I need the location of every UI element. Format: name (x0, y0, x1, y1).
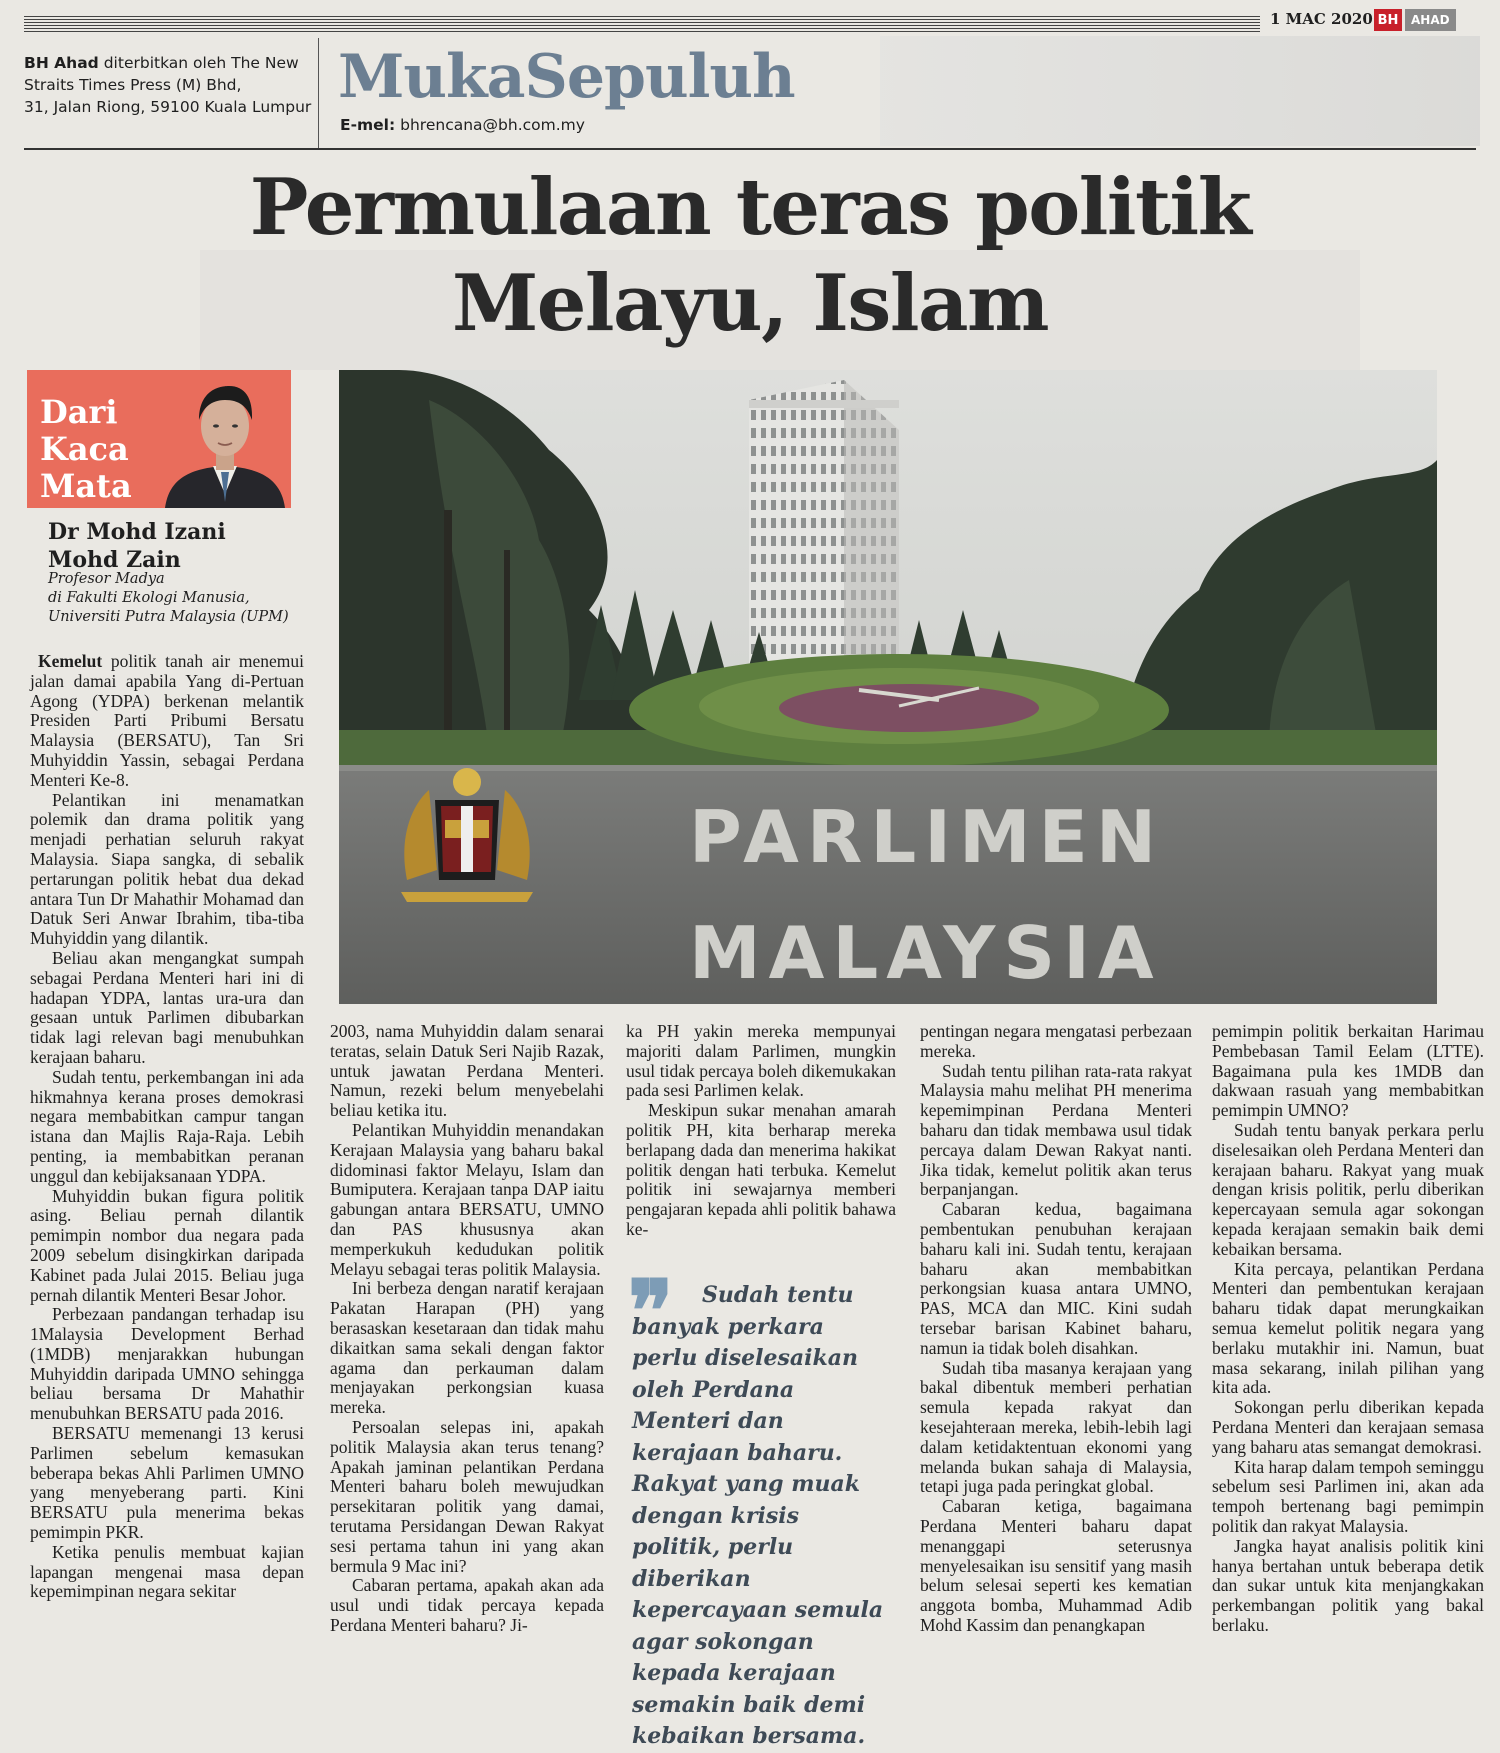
quote-mark-icon: ❞ (628, 1261, 674, 1360)
section-title: MukaSepuluh (338, 42, 795, 112)
article-paragraph: Kemelut politik tanah air menemui jalan damai apabila Yang di-Pertuan Agong (YDPA) berkenan melantik Presiden Parti Pribumi Bersatu Malaysia (BERSATU), Tan Sri Muhyiddin Yassin, sebagai Perdana Menteri Ke-8. (30, 651, 304, 790)
article-paragraph: Pelantikan Muhyiddin menandakan Kerajaan Malaysia yang baharu bakal didominasi faktor Melayu, Islam dan Bumiputera. Kerajaan tanpa DAP iaitu gabungan antara BERSATU, UMNO dan PAS khususnya akan memperkukuh kedudukan politik Melayu sebagai teras politik Malaysia. (330, 1119, 604, 1279)
article-paragraph: Persoalan selepas ini, apakah politik Malaysia akan terus tenang? Apakah jaminan pelantikan Perdana Menteri baharu boleh mewujudkan persekitaran politik yang damai, terutama Persidangan Dewan Rakyat sesi pertama tahun ini yang akan bermula 9 Mac ini? (330, 1416, 604, 1576)
article-column-5 (1212, 1022, 1484, 1636)
article-paragraph: Kita harap dalam tempoh seminggu sebelum sesi Parlimen ini, akan ada tempoh bertenang bagi pemimpin politik dan rakyat Malaysia. (1212, 1456, 1484, 1536)
section-email: E-mel: bhrencana@bh.com.my (340, 116, 585, 134)
photo-sign-line2: MALAYSIA (689, 911, 1162, 995)
article-paragraph: Sudah tentu pilihan rata-rata rakyat Malaysia mahu melihat PH menerima kepemimpinan Perdana Menteri baharu dan tidak membawa usul tidak percaya dalam Dewan Rakyat nanti. Jika tidak, kemelut politik akan terus berpanjangan. (920, 1060, 1192, 1200)
photo-sign-line1: PARLIMEN (689, 795, 1165, 879)
article-paragraph: Jangka hayat analisis politik kini hanya bertahan untuk beberapa detik dan sukar untuk kita menjangkakan perkembangan politik yang bakal berlaku. (1212, 1535, 1484, 1635)
article-paragraph: Kita percaya, pelantikan Perdana Menteri dan pembentukan kerajaan baharu tidak dapat merungkaikan semua kemelut politik negara yang berlaku mutakhir ini. Namun, buat masa sekarang, inilah pilihan yang kita ada. (1212, 1258, 1484, 1398)
article-headline: Permulaan teras politik Melayu, Islam (249, 162, 1251, 349)
column-name: Dari Kaca Mata (40, 393, 132, 505)
masthead-divider (318, 38, 319, 150)
article-paragraph: Sudah tentu, perkembangan ini ada hikmahnya kerana proses demokrasi negara membabitkan campur tangan istana dan Majlis Raja-Raja. Lebih penting, ia membabitkan peranan unggul dan kebijaksanaan YDPA. (30, 1066, 304, 1186)
article-paragraph: pemimpin politik berkaitan Harimau Pembebasan Tamil Eelam (LTTE). Bagaimana pula kes 1MDB dan dakwaan rasuah yang membabitkan pemimpin UMNO? (1212, 1021, 1484, 1121)
article-paragraph: Meskipun sukar menahan amarah politik PH, kita berharap mereka berlapang dada dan menerima hakikat politik dengan hati terbuka. Kemelut politik ini sewajarnya memberi pengajaran kepada ahli politik bahawa ke- (626, 1100, 896, 1239)
background-ad-ghost (880, 36, 1480, 146)
article-paragraph: Sudah tiba masanya kerajaan yang bakal dibentuk memberi perhatian semula kepada rakyat dan kesejahteraan mereka, lebih-lebih lagi dalam ketidaktentuan ekonomi yang melanda bukan sahaja di Malaysia, tetapi juga pada peringkat global. (920, 1357, 1192, 1497)
author-role: Profesor Madya di Fakulti Ekologi Manusia, Universiti Putra Malaysia (UPM) (48, 571, 289, 625)
article-column-3 (626, 1022, 896, 1240)
masthead-rule (24, 16, 1260, 32)
pull-quote: Sudah tentu banyak perkara perlu diselesaikan oleh Perdana Menteri dan kerajaan baharu. Rakyat yang muak dengan krisis politik, perlu diberikan kepercayaan semula agar sokongan kepada kerajaan semakin baik demi kebaikan bersama. (632, 1282, 884, 1749)
article-paragraph: BERSATU memenangi 13 kerusi Parlimen sebelum kemasukan beberapa bekas Ahli Parlimen UMNO yang menyeberang parti. Kini BERSATU pula menerima bekas pemimpin PKR. (30, 1423, 304, 1543)
article-paragraph: pentingan negara mengatasi perbezaan mereka. (920, 1021, 1192, 1061)
article-column-2 (330, 1022, 604, 1636)
article-paragraph: Cabaran kedua, bagaimana pembentukan penubuhan kerajaan baharu kali ini. Sudah tentu, kerajaan baharu akan membabitkan perkongsian kuasa antara UMNO, PAS, MCA dan MIC. Kini sudah tersebar barisan Kabinet baharu, namun ia tidak boleh disahkan. (920, 1199, 1192, 1358)
article-paragraph: Sudah tentu banyak perkara perlu diselesaikan oleh Perdana Menteri dan kerajaan baharu. Rakyat yang muak dengan krisis politik, perlu diberikan kepercayaan semula agar sokongan kepada kerajaan semakin baik demi kebaikan bersama. (1212, 1119, 1484, 1259)
article-paragraph: Ketika penulis membuat kajian lapangan mengenai masa depan kepemimpinan negara sekitar (30, 1541, 304, 1602)
article-paragraph: Cabaran ketiga, bagaimana Perdana Menteri baharu dapat menanggapi seterusnya menyelesaikan isu sensitif yang masih belum selesai seperti kes kematian anggota bomba, Muhammad Adib Mohd Kassim dan penangkapan (920, 1496, 1192, 1635)
masthead-bottom-rule (24, 148, 1476, 150)
publisher-info: BH Ahad diterbitkan oleh The New Straits Times Press (M) Bhd, 31, Jalan Riong, 59100 Kuala Lumpur (24, 54, 312, 116)
article-column-1 (30, 652, 304, 1602)
email-link[interactable]: bhrencana@bh.com.my (400, 116, 585, 134)
author-photo (159, 370, 291, 508)
parliament-illustration (339, 370, 1437, 1004)
article-column-4 (920, 1022, 1192, 1636)
article-paragraph: 2003, nama Muhyiddin dalam senarai teratas, selain Datuk Seri Najib Razak, untuk jawatan Perdana Menteri. Namun, rezeki belum menyebelahi beliau ketika itu. (330, 1021, 604, 1121)
lead-word: Kemelut (38, 651, 103, 671)
article-paragraph: Sokongan perlu diberikan kepada Perdana Menteri dan kerajaan semasa yang baharu atas semangat demokrasi. (1212, 1397, 1484, 1457)
parliament-photo (339, 370, 1437, 1004)
article-paragraph: Perbezaan pandangan terhadap isu 1Malaysia Development Berhad (1MDB) menjarakkan hubungan Muhyiddin daripada UMNO sehingga beliau bersama Dr Mahathir menubuhkan BERSATU pada 2016. (30, 1304, 304, 1424)
article-paragraph: Beliau akan mengangkat sumpah sebagai Perdana Menteri hari ini di hadapan YDPA, lantas ura-ura dan gesaan untuk Parlimen dibubarkan tidak lagi relevan bagi menubuhkan kerajaan baharu. (30, 947, 304, 1067)
article-paragraph: Cabaran pertama, apakah akan ada usul undi tidak percaya kepada Perdana Menteri baharu? Ji- (330, 1575, 604, 1635)
issue-date: 1 MAC 2020 (1270, 10, 1373, 28)
paper-logo: BH (1374, 9, 1402, 31)
article-paragraph: Muhyiddin bukan figura politik asing. Beliau pernah dilantik pemimpin nombor dua negara pada 2009 sebelum disingkirkan daripada Kabinet pada Julai 2015. Beliau juga pernah dilantik Menteri Besar Johor. (30, 1185, 304, 1305)
article-paragraph: ka PH yakin mereka mempunyai majoriti dalam Parlimen, mungkin usul tidak percaya boleh dikemukakan pada sesi Parlimen kelak. (626, 1021, 896, 1101)
article-paragraph: Pelantikan ini menamatkan polemik dan drama politik yang menjadi perhatian seluruh rakyat Malaysia. Siapa sangka, di sebalik pertarungan politik hebat dua dekad antara Tun Dr Mahathir Mohamad dan Datuk Seri Anwar Ibrahim, tiba-tiba Muhyiddin yang dilantik. (30, 789, 304, 949)
author-name: Dr Mohd Izani Mohd Zain (48, 519, 226, 573)
article-paragraph: Ini berbeza dengan naratif kerajaan Pakatan Harapan (PH) yang berasaskan kesetaraan dan tidak mahu dikaitkan sama sekali dengan faktor agama dan perkauman dalam menjayakan perkongsian kuasa mereka. (330, 1278, 604, 1418)
paper-edition: AHAD (1405, 9, 1456, 31)
